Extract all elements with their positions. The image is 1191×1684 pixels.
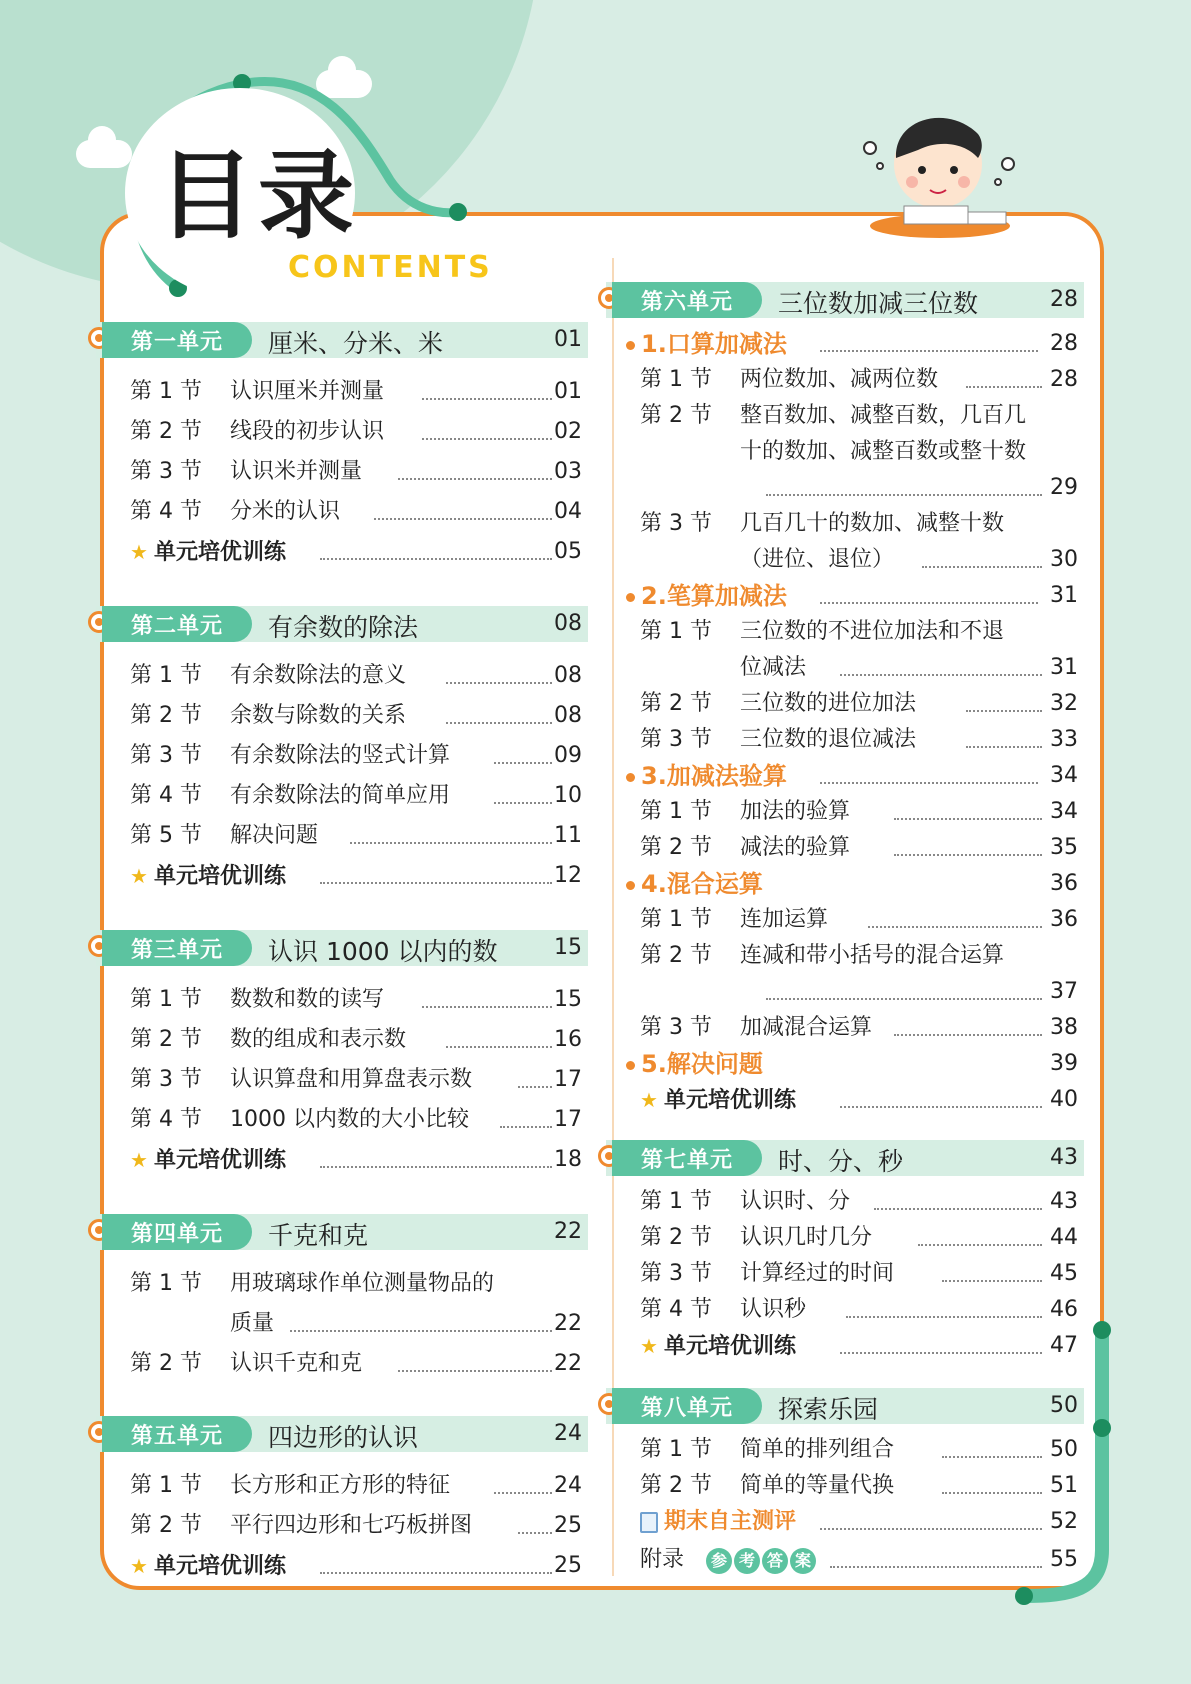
unit-title: 厘米、分米、米 — [268, 329, 444, 358]
toc-entry[interactable]: 第 3 节 加减混合运算 38 — [640, 1012, 1078, 1044]
bullet-icon — [626, 593, 635, 602]
unit-label: 第六单元 — [612, 282, 762, 318]
toc-entry-cont[interactable]: 位减法 31 — [640, 652, 1078, 684]
unit-header[interactable] — [88, 930, 588, 966]
star-icon: ★ — [640, 1334, 658, 1358]
unit-label: 第二单元 — [102, 606, 252, 642]
answer-badge: 考 — [734, 1548, 760, 1574]
bullet-icon — [626, 341, 635, 350]
unit-label: 第四单元 — [102, 1214, 252, 1250]
answer-badge: 案 — [790, 1548, 816, 1574]
unit-page: 22 — [554, 1219, 582, 1244]
unit-title: 有余数的除法 — [268, 613, 419, 642]
star-icon: ★ — [130, 1554, 148, 1578]
toc-entry-practice[interactable]: ★ 单元培优训练 47 — [640, 1330, 1078, 1362]
toc-entry[interactable]: 第 1 节 有余数除法的意义 08 — [130, 660, 582, 692]
toc-entry[interactable]: 第 2 节 三位数的进位加法 32 — [640, 688, 1078, 720]
unit-title: 三位数加减三位数 — [778, 289, 979, 318]
toc-entry-practice[interactable]: ★ 单元培优训练 12 — [130, 860, 582, 892]
toc-entry[interactable]: 第 2 节 简单的等量代换 51 — [640, 1470, 1078, 1502]
unit-title: 认识 1000 以内的数 — [268, 937, 498, 966]
toc-entry[interactable]: 第 2 节 减法的验算 35 — [640, 832, 1078, 864]
unit-header[interactable] — [598, 1388, 1084, 1424]
page-title: 目录 — [158, 140, 358, 252]
answer-badge: 参 — [706, 1548, 732, 1574]
toc-entry[interactable]: 第 2 节 认识千克和克 22 — [130, 1348, 582, 1380]
thought-bubble-icon — [858, 138, 888, 178]
toc-entry-final-test[interactable]: 期末自主测评 52 — [640, 1506, 1078, 1538]
bullet-icon — [626, 881, 635, 890]
toc-entry[interactable]: 第 1 节 简单的排列组合 50 — [640, 1434, 1078, 1466]
toc-entry[interactable]: 第 2 节 认识几时几分 44 — [640, 1222, 1078, 1254]
subsection-heading[interactable]: 3.加减法验算 34 — [626, 760, 1078, 792]
toc-entry[interactable]: 第 1 节 两位数加、减两位数 28 — [640, 364, 1078, 396]
toc-entry[interactable]: 第 2 节 数的组成和表示数 16 — [130, 1024, 582, 1056]
unit-label: 第七单元 — [612, 1140, 762, 1176]
toc-entry[interactable]: 第 3 节 认识算盘和用算盘表示数 17 — [130, 1064, 582, 1096]
toc-entry-practice[interactable]: ★ 单元培优训练 05 — [130, 536, 582, 568]
unit-label: 第五单元 — [102, 1416, 252, 1452]
toc-entry[interactable]: 第 1 节 加法的验算 34 — [640, 796, 1078, 828]
toc-entry-practice[interactable]: ★ 单元培优训练 18 — [130, 1144, 582, 1176]
toc-entry-cont[interactable]: 十的数加、减整百数或整十数 — [740, 439, 1027, 464]
unit-title: 四边形的认识 — [268, 1423, 419, 1452]
bullet-icon — [626, 1061, 635, 1070]
unit-label: 第八单元 — [612, 1388, 762, 1424]
toc-entry-practice[interactable]: ★ 单元培优训练 25 — [130, 1550, 582, 1582]
book-icon — [640, 1512, 658, 1533]
unit-page: 28 — [1050, 287, 1078, 312]
toc-entry[interactable]: 第 4 节 1000 以内数的大小比较 17 — [130, 1104, 582, 1136]
toc-entry[interactable]: 第 2 节 余数与除数的关系 08 — [130, 700, 582, 732]
subsection-heading[interactable]: 2.笔算加减法 31 — [626, 580, 1078, 612]
unit-title: 探索乐园 — [778, 1395, 879, 1424]
unit-header[interactable] — [88, 1214, 588, 1250]
subsection-heading[interactable]: 4.混合运算 36 — [626, 868, 1078, 900]
toc-entry-appendix[interactable]: 附录 参 考 答 案 55 — [640, 1544, 1078, 1576]
unit-page: 08 — [554, 611, 582, 636]
star-icon: ★ — [640, 1088, 658, 1112]
subsection-heading[interactable]: 1.口算加减法 28 — [626, 328, 1078, 360]
page-subtitle: CONTENTS — [288, 250, 493, 285]
unit-page: 24 — [554, 1421, 582, 1446]
toc-entry[interactable]: 第 1 节 数数和数的读写 15 — [130, 984, 582, 1016]
unit-title: 千克和克 — [268, 1221, 369, 1250]
star-icon: ★ — [130, 864, 148, 888]
subsection-heading[interactable]: 5.解决问题 39 — [626, 1048, 1078, 1080]
unit-header[interactable] — [598, 282, 1084, 318]
toc-entry[interactable]: 第 4 节 认识秒 46 — [640, 1294, 1078, 1326]
toc-entry[interactable]: 第 1 节 用玻璃球作单位测量物品的 — [130, 1271, 495, 1296]
toc-entry-practice[interactable]: ★ 单元培优训练 40 — [640, 1084, 1078, 1116]
toc-entry[interactable]: 第 2 节 整百数加、减整百数，几百几 — [640, 403, 1027, 428]
toc-entry-cont[interactable]: 质量 22 — [130, 1308, 582, 1340]
unit-header[interactable] — [88, 322, 588, 358]
toc-entry[interactable]: 第 1 节 认识时、分 43 — [640, 1186, 1078, 1218]
toc-entry-cont[interactable]: （进位、退位） 30 — [640, 544, 1078, 576]
toc-entry[interactable]: 第 3 节 三位数的退位减法 33 — [640, 724, 1078, 756]
unit-header[interactable] — [88, 606, 588, 642]
toc-entry[interactable]: 第 4 节 分米的认识 04 — [130, 496, 582, 528]
toc-entry[interactable]: 第 1 节 连加运算 36 — [640, 904, 1078, 936]
unit-label: 第三单元 — [102, 930, 252, 966]
toc-entry[interactable]: 第 2 节 线段的初步认识 02 — [130, 416, 582, 448]
toc-entry-cont[interactable]: 37 — [640, 976, 1078, 1008]
toc-entry[interactable]: 第 3 节 有余数除法的竖式计算 09 — [130, 740, 582, 772]
toc-entry[interactable]: 第 1 节 认识厘米并测量 01 — [130, 376, 582, 408]
toc-entry-cont[interactable]: 29 — [640, 472, 1078, 504]
toc-entry[interactable]: 第 1 节 三位数的不进位加法和不退 — [640, 619, 1005, 644]
thought-bubble-icon — [988, 152, 1018, 192]
unit-header[interactable] — [88, 1416, 588, 1452]
star-icon: ★ — [130, 540, 148, 564]
unit-title: 时、分、秒 — [778, 1147, 904, 1176]
unit-label: 第一单元 — [102, 322, 252, 358]
toc-entry[interactable]: 第 3 节 计算经过的时间 45 — [640, 1258, 1078, 1290]
toc-entry[interactable]: 第 3 节 认识米并测量 03 — [130, 456, 582, 488]
unit-page: 01 — [554, 327, 582, 352]
column-divider — [612, 258, 614, 1576]
toc-entry[interactable]: 第 5 节 解决问题 11 — [130, 820, 582, 852]
answer-badge: 答 — [762, 1548, 788, 1574]
toc-entry[interactable]: 第 2 节 平行四边形和七巧板拼图 25 — [130, 1510, 582, 1542]
star-icon: ★ — [130, 1148, 148, 1172]
toc-entry[interactable]: 第 3 节 几百几十的数加、减整十数 — [640, 511, 1005, 536]
toc-entry[interactable]: 第 4 节 有余数除法的简单应用 10 — [130, 780, 582, 812]
unit-page: 43 — [1050, 1145, 1078, 1170]
toc-entry[interactable]: 第 1 节 长方形和正方形的特征 24 — [130, 1470, 582, 1502]
toc-entry[interactable]: 第 2 节 连减和带小括号的混合运算 — [640, 943, 1005, 968]
unit-page: 15 — [554, 935, 582, 960]
unit-header[interactable] — [598, 1140, 1084, 1176]
unit-page: 50 — [1050, 1393, 1078, 1418]
bullet-icon — [626, 773, 635, 782]
